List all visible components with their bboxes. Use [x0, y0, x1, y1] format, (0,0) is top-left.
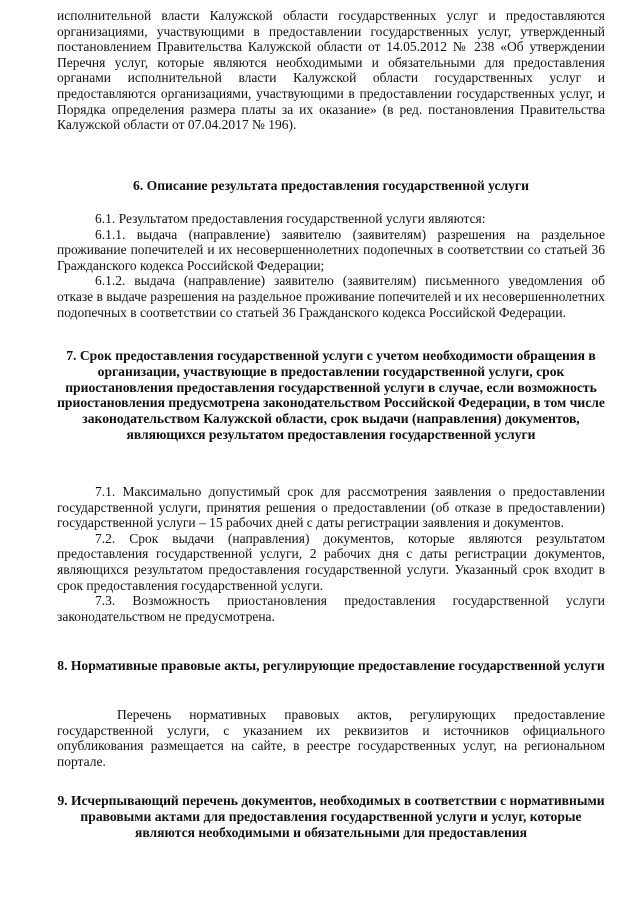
section-7-heading: 7. Срок предоставления государственной услуги с учетом необходимости обращения в организации, участвующие в предоставлении государственной услуги, срок приостановления предоставления государственной услуги в случае, если возможность приостановления предусмотрена законодательством Российской Федерации, в том числе законодательством Калужской области, срок выдачи (направления) документов, являющихся результатом предоставления государственной услуги	[57, 348, 605, 442]
section-7-body	[57, 484, 605, 624]
section-7-paragraph-3: 7.3. Возможность приостановления предоставления государственной услуги законодательством не предусмотрена.	[57, 593, 605, 624]
section-6-body	[57, 211, 605, 320]
section-6-paragraph-3: 6.1.2. выдача (направление) заявителю (заявителям) письменного уведомления об отказе в выдаче разрешения на раздельное проживание попечителей и их несовершеннолетних подопечных в соответствии со статьей 36 Гражданского кодекса Российской Федерации.	[57, 273, 605, 320]
section-7-paragraph-2: 7.2. Срок выдачи (направления) документов, которые являются результатом предоставления государственной услуги, 2 рабочих дня с даты регистрации документов, являющихся результатом предоставления государственной услуги. Указанный срок входит в срок предоставления государственной услуги.	[57, 530, 605, 593]
section-6-paragraph-2: 6.1.1. выдача (направление) заявителю (заявителям) разрешения на раздельное проживание попечителей и их несовершеннолетних подопечных в соответствии со статьей 36 Гражданского кодекса Российской Федерации;	[57, 226, 605, 273]
section-8-heading: 8. Нормативные правовые акты, регулирующие предоставление государственной услуги	[57, 658, 605, 673]
section-6-paragraph-1: 6.1. Результатом предоставления государственной услуги являются:	[95, 211, 486, 226]
section-9-heading: 9. Исчерпывающий перечень документов, необходимых в соответствии с нормативными правовыми актами для предоставления государственной услуги и услуг, которые являются необходимыми и обязательными для предоставления	[57, 793, 605, 840]
intro-paragraph: исполнительной власти Калужской области государственных услуг и предоставляются организациями, участвующими в предоставлении государственных услуг, утвержденный постановлением Правительства Калужской области от 14.05.2012 № 238 «Об утверждении Перечня услуг, которые являются необходимыми и обязательными для предоставления органами исполнительной власти Калужской области государственных услуг и предоставляются организациями, участвующими в предоставлении государственных услуг, и Порядка определения размера платы за их оказание» (в ред. постановления Правительства Калужской области от 07.04.2017 № 196).	[57, 8, 605, 133]
section-7-paragraph-1: 7.1. Максимально допустимый срок для рассмотрения заявления о предоставлении государственной услуги, принятия решения о предоставлении (об отказе в предоставлении) государственной услуги – 15 рабочих дней с даты регистрации заявления и документов.	[57, 484, 605, 531]
section-8-paragraph-1: Перечень нормативных правовых актов, регулирующих предоставление государственной услуги, с указанием их реквизитов и источников официального опубликования размещается на сайте, в реестре государственных услуг, на региональном портале.	[57, 707, 605, 769]
section-8-body	[57, 707, 605, 769]
section-6-heading: 6. Описание результата предоставления государственной услуги	[133, 178, 529, 193]
